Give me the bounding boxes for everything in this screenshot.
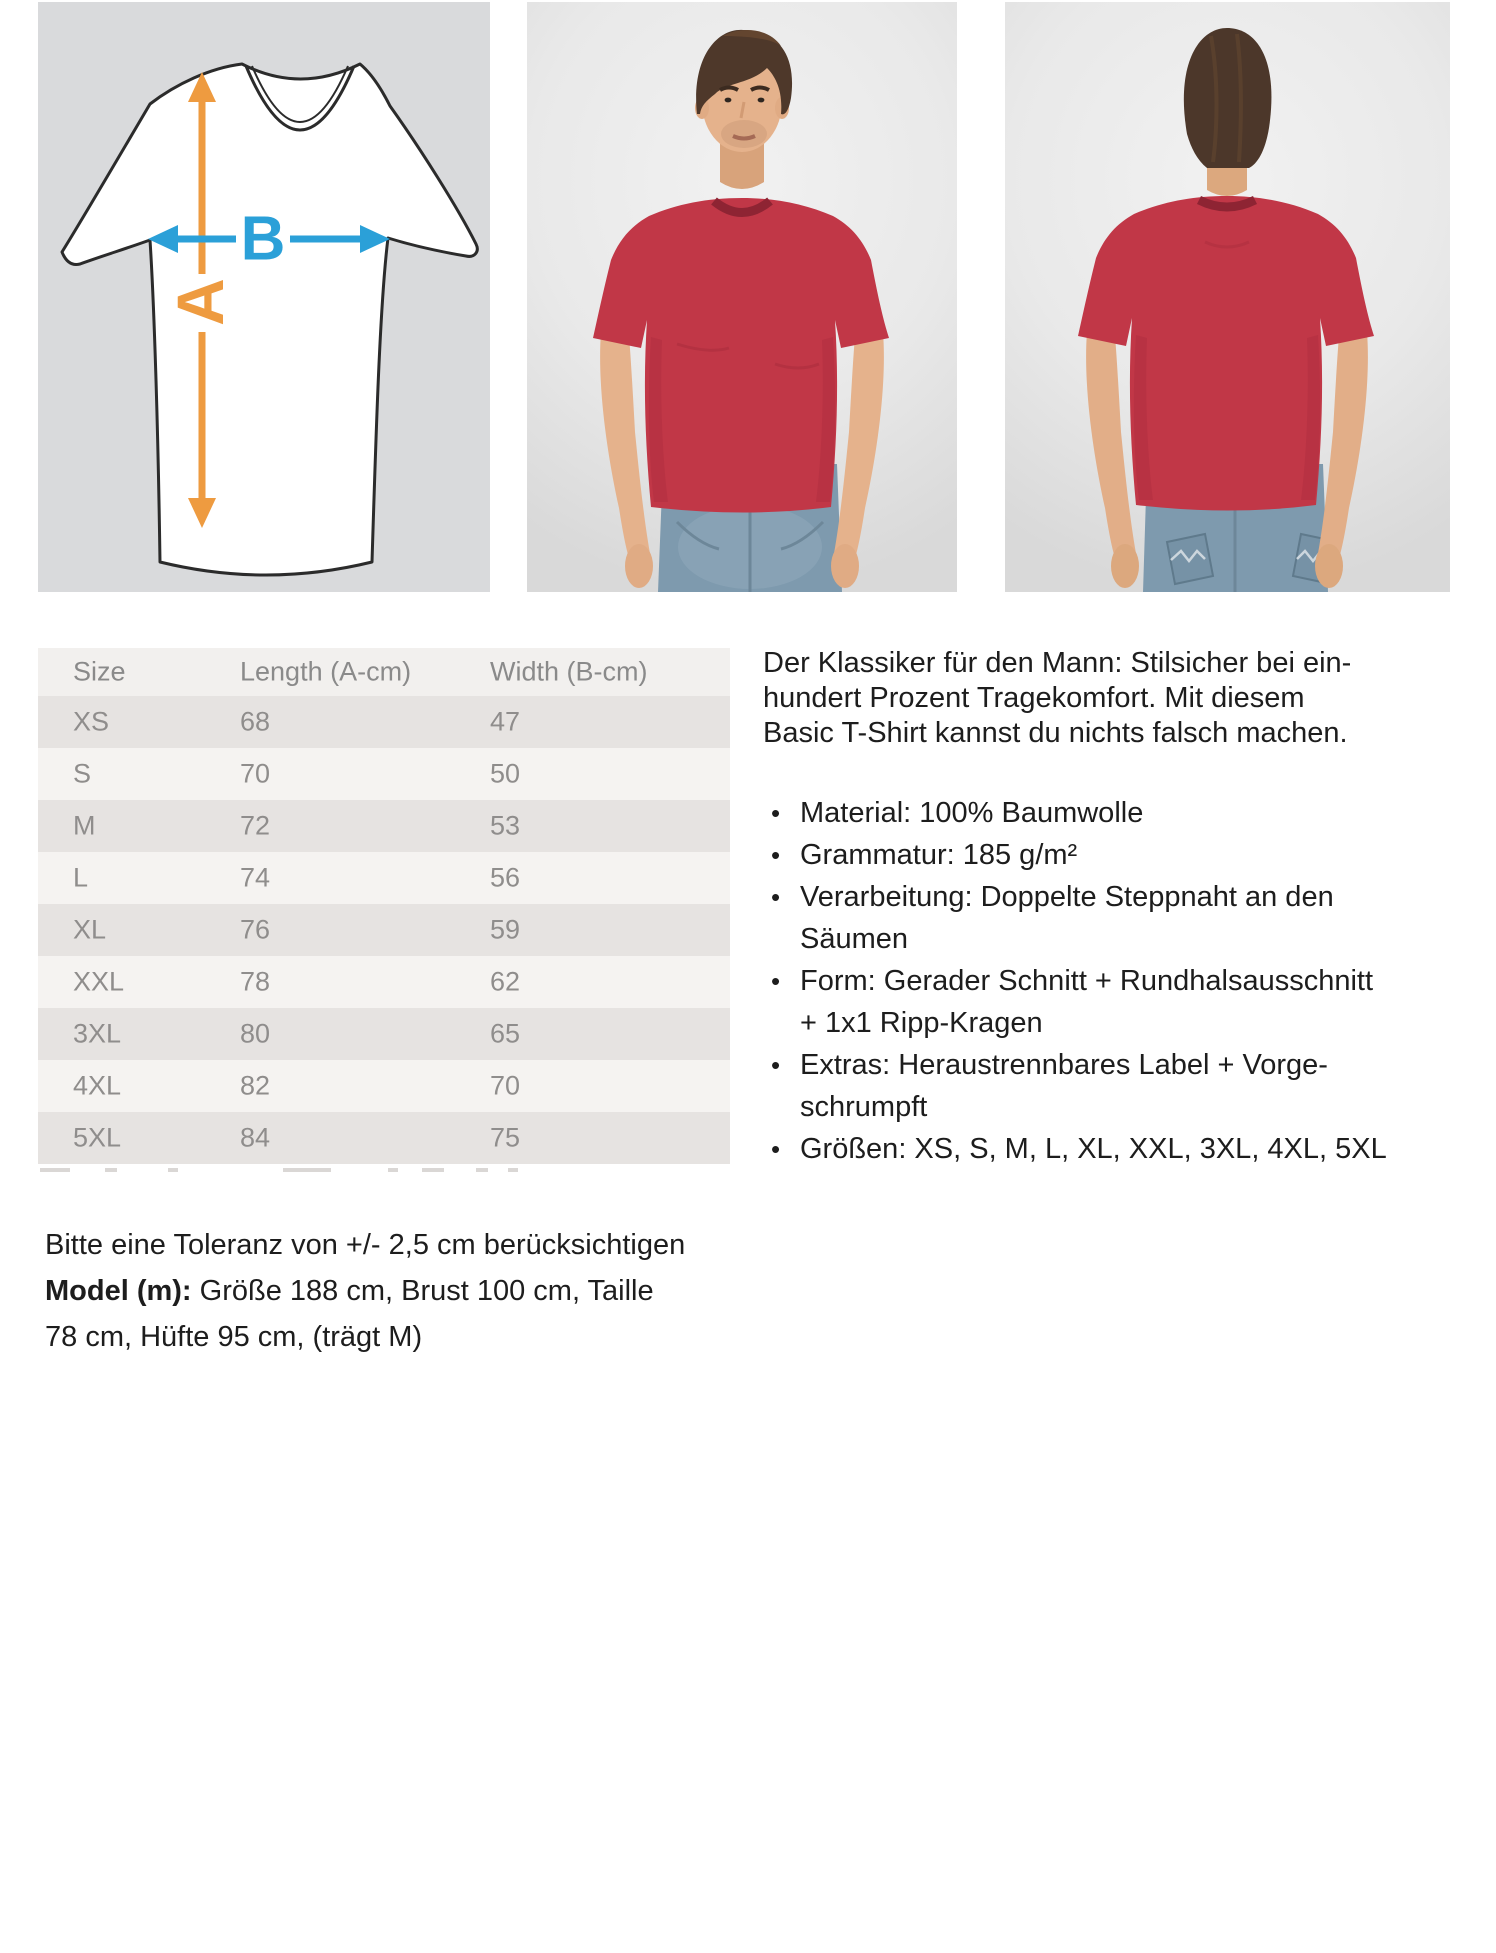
paragraph-line: Basic T-Shirt kannst du nichts falsch machen. — [763, 717, 1348, 749]
paragraph-line: Der Klassiker für den Mann: Stilsicher bei ein- — [763, 647, 1352, 679]
length-cell: 80 — [240, 1018, 271, 1049]
size-cell: L — [73, 862, 89, 893]
paragraph-line: hundert Prozent Tragekomfort. Mit diesem — [763, 682, 1305, 714]
product-feature-list — [763, 792, 1463, 1170]
length-cell: 68 — [240, 706, 271, 737]
model-info-line2: 78 cm, Hüfte 95 cm, (trägt M) — [45, 1321, 423, 1353]
table-row — [38, 1008, 730, 1060]
width-cell: 75 — [490, 1122, 521, 1153]
tshirt-measurement-diagram — [38, 2, 490, 592]
table-crop-artifact — [388, 1168, 398, 1172]
model-label: Model (m): — [45, 1275, 192, 1307]
length-cell: 76 — [240, 914, 271, 945]
table-row — [38, 800, 730, 852]
table-row — [38, 1060, 730, 1112]
measurement-notes — [45, 1222, 686, 1360]
column-header-length: Length (A-cm) — [240, 656, 412, 687]
size-cell: XL — [73, 914, 107, 945]
width-cell: 62 — [490, 966, 521, 997]
size-cell: XS — [73, 706, 110, 737]
feature-item-material: • Material: 100% Baumwolle — [763, 792, 1463, 834]
size-cell: 5XL — [73, 1122, 122, 1153]
label-a: A — [163, 278, 237, 326]
model-info-line1 — [45, 1268, 665, 1314]
length-cell: 78 — [240, 966, 271, 997]
feature-item-verarbeitung: • Verarbeitung: Doppelte Steppnaht an den — [763, 876, 1463, 918]
tshirt-outline — [62, 64, 477, 575]
table-crop-artifact — [168, 1168, 178, 1172]
length-cell: 82 — [240, 1070, 271, 1101]
feature-item-extras: • Extras: Heraustrennbares Label + Vorge- — [763, 1044, 1463, 1086]
feature-item-form-cont: + 1x1 Ripp-Kragen — [800, 1007, 1043, 1039]
width-cell: 53 — [490, 810, 521, 841]
feature-item-groessen: • Größen: XS, S, M, L, XL, XXL, 3XL, 4XL, 5XL — [763, 1128, 1463, 1170]
model-front-illustration — [527, 2, 957, 592]
model-info-rest: Größe 188 cm, Brust 100 cm, Taille — [191, 1275, 654, 1307]
feature-item-extras-cont: schrumpft — [800, 1091, 928, 1123]
table-crop-artifact — [40, 1168, 70, 1172]
table-crop-artifact — [422, 1168, 444, 1172]
size-diagram-image — [38, 2, 490, 592]
table-row — [38, 748, 730, 800]
width-cell: 70 — [490, 1070, 521, 1101]
size-chart-header-row — [38, 648, 730, 696]
length-cell: 84 — [240, 1122, 271, 1153]
size-chart-table — [38, 648, 730, 1164]
table-row — [38, 956, 730, 1008]
label-b: B — [240, 204, 286, 274]
table-crop-artifact — [476, 1168, 488, 1172]
length-cell: 70 — [240, 758, 271, 789]
width-cell: 65 — [490, 1018, 521, 1049]
size-cell: M — [73, 810, 96, 841]
size-cell: S — [73, 758, 92, 789]
table-crop-artifact — [105, 1168, 117, 1172]
table-crop-artifact — [508, 1168, 518, 1172]
feature-item-form: • Form: Gerader Schnitt + Rundhalsausschnitt — [763, 960, 1463, 1002]
table-row — [38, 696, 730, 748]
model-back-photo — [1005, 2, 1450, 592]
product-description-paragraph — [763, 646, 1463, 751]
size-cell: 4XL — [73, 1070, 122, 1101]
table-crop-artifact — [283, 1168, 331, 1172]
table-row — [38, 904, 730, 956]
width-cell: 59 — [490, 914, 521, 945]
tolerance-note: Bitte eine Toleranz von +/- 2,5 cm berücksichtigen — [45, 1229, 686, 1261]
feature-item-verarbeitung-cont: Säumen — [800, 923, 909, 955]
feature-item-grammatur: • Grammatur: 185 g/m² — [763, 834, 1463, 876]
length-cell: 74 — [240, 862, 271, 893]
column-header-width: Width (B-cm) — [490, 656, 648, 687]
length-cell: 72 — [240, 810, 271, 841]
width-cell: 56 — [490, 862, 521, 893]
width-cell: 47 — [490, 706, 521, 737]
column-header-size: Size — [73, 656, 126, 687]
size-cell: XXL — [73, 966, 125, 997]
model-back-illustration — [1005, 2, 1450, 592]
model-front-photo — [527, 2, 957, 592]
table-row — [38, 852, 730, 904]
width-cell: 50 — [490, 758, 521, 789]
table-row — [38, 1112, 730, 1164]
size-cell: 3XL — [73, 1018, 122, 1049]
